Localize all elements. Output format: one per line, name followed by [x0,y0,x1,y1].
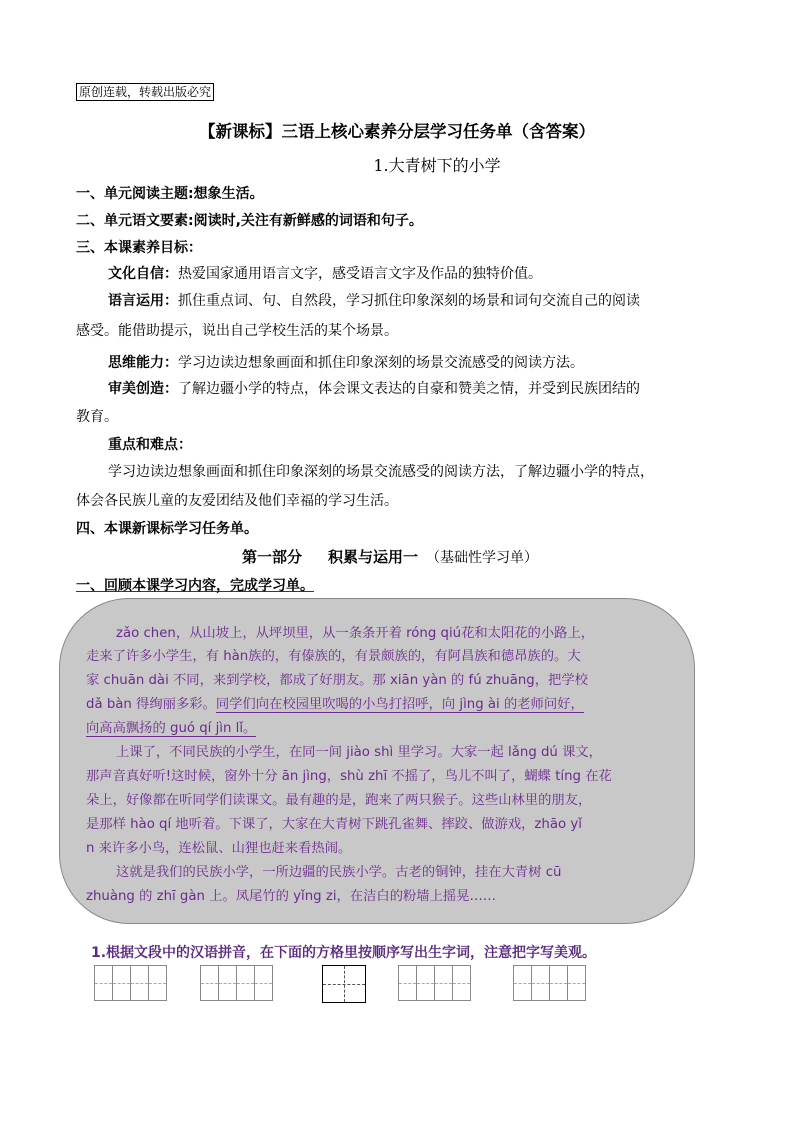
goal-aesthetic-text: 了解边疆小学的特点，体会课文表达的自豪和赞美之情，并受到民族团结的 [178,381,640,397]
goal-language-label: 语言运用： [108,293,178,309]
passage-line: 是那样 hào qí 地听着。下课了，大家在大青树下跳孔雀舞、摔跤、做游戏，zhāo yǐ [86,817,582,832]
part-title-name: 积累与运用一 [328,548,419,566]
goal-language-cont: 感受。能借助提示，说出自己学校生活的某个场景。 [76,323,398,339]
passage-line: 家 chuān dài 不同，来到学校，都成了好朋友。那 xiān yàn 的 fú zhuāng，把学校 [86,673,588,688]
answer-grid[interactable] [398,965,470,1003]
goal-culture-label: 文化自信： [108,266,178,282]
passage-line: 上课了，不同民族的小学生，在同一间 jiào shì 里学习。大家一起 lǎng dú 课文， [116,745,602,760]
passage-line: zǎo chen，从山坡上，从坪坝里，从一条条开着 róng qiú花和太阳花的小路上， [116,626,595,641]
goal-culture [108,263,542,283]
unit-theme: 一、单元阅读主题:想象生活。 [76,186,264,202]
passage-line: 这就是我们的民族小学，一所边疆的民族小学。古老的铜钟，挂在大青树 cū [116,865,562,880]
goal-thinking-label: 思维能力： [108,355,178,371]
passage-line: 朵上，好像都在听同学们读课文。最有趣的是，跑来了两只猴子。这些山林里的朋友， [86,793,592,808]
lesson-title: 1.大青树下的小学 [373,156,501,175]
goal-thinking [108,352,584,372]
goal-aesthetic [108,378,640,398]
passage-line [86,717,256,736]
goal-language-text: 抓住重点词、句、自然段，学习抓住印象深刻的场景和词句交流自己的阅读 [178,293,640,309]
answer-grid-single[interactable] [322,965,366,1003]
passage-line: n 来许多小鸟，连松鼠、山狸也赶来看热闹。 [86,841,352,856]
copyright-badge: 原创连载，转载出版必究 [76,83,214,101]
passage-text: dǎ bàn 得绚丽多彩。 [86,697,216,712]
answer-grid[interactable] [200,965,272,1003]
part-title-sub: （基础性学习单） [426,550,539,566]
part-title [242,546,538,567]
answer-grid[interactable] [513,965,585,1003]
unit-elements: 二、单元语文要素:阅读时,关注有新鲜感的词语和句子。 [76,213,423,229]
key-points-label: 重点和难点： [108,437,192,453]
key-points-cont: 体会各民族儿童的友爱团结及他们幸福的学习生活。 [76,493,398,509]
goal-aesthetic-label: 审美创造： [108,381,178,397]
document-title: 【新课标】三语上核心素养分层学习任务单（含答案） [199,122,595,141]
part-title-number: 第一部分 [242,548,303,566]
passage-line [86,693,584,712]
passage-line: zhuàng 的 zhī gàn 上。凤尾竹的 yǐng zi，在洁白的粉墙上摇晃…… [86,889,497,904]
lesson-goals-heading: 三、本课素养目标： [76,240,202,256]
goal-aesthetic-cont: 教育。 [76,409,118,425]
answer-grid[interactable] [94,965,166,1003]
goal-culture-text: 热爱国家通用语言文字，感受语言文字及作品的独特价值。 [178,266,542,282]
question-one: 1.根据文段中的汉语拼音，在下面的方格里按顺序写出生字词，注意把字写美观。 [91,945,597,961]
passage-underlined: 同学们向在校园里吹喝的小鸟打招呼，向 jìng ài 的老师问好， [215,697,584,712]
goal-thinking-text: 学习边读边想象画面和抓住印象深刻的场景交流感受的阅读方法。 [178,355,584,371]
task-list-heading: 四、本课新课标学习任务单。 [76,521,258,537]
key-points-text: 学习边读边想象画面和抓住印象深刻的场景交流感受的阅读方法，了解边疆小学的特点， [108,464,654,480]
task-one-heading: 一、回顾本课学习内容，完成学习单。 [76,578,314,594]
goal-language [108,290,640,310]
passage-underlined: 向高高飘扬的 guó qí jìn lǐ。 [86,721,257,736]
passage-line: 走来了许多小学生，有 hàn族的，有傣族的，有景颇族的，有阿昌族和德昂族的。大 [86,649,581,664]
passage-line: 那声音真好听!这时候，窗外十分 ān jìng，shù zhī 不摇了，鸟儿不叫了，蝴蝶 tíng 在花 [86,769,612,784]
